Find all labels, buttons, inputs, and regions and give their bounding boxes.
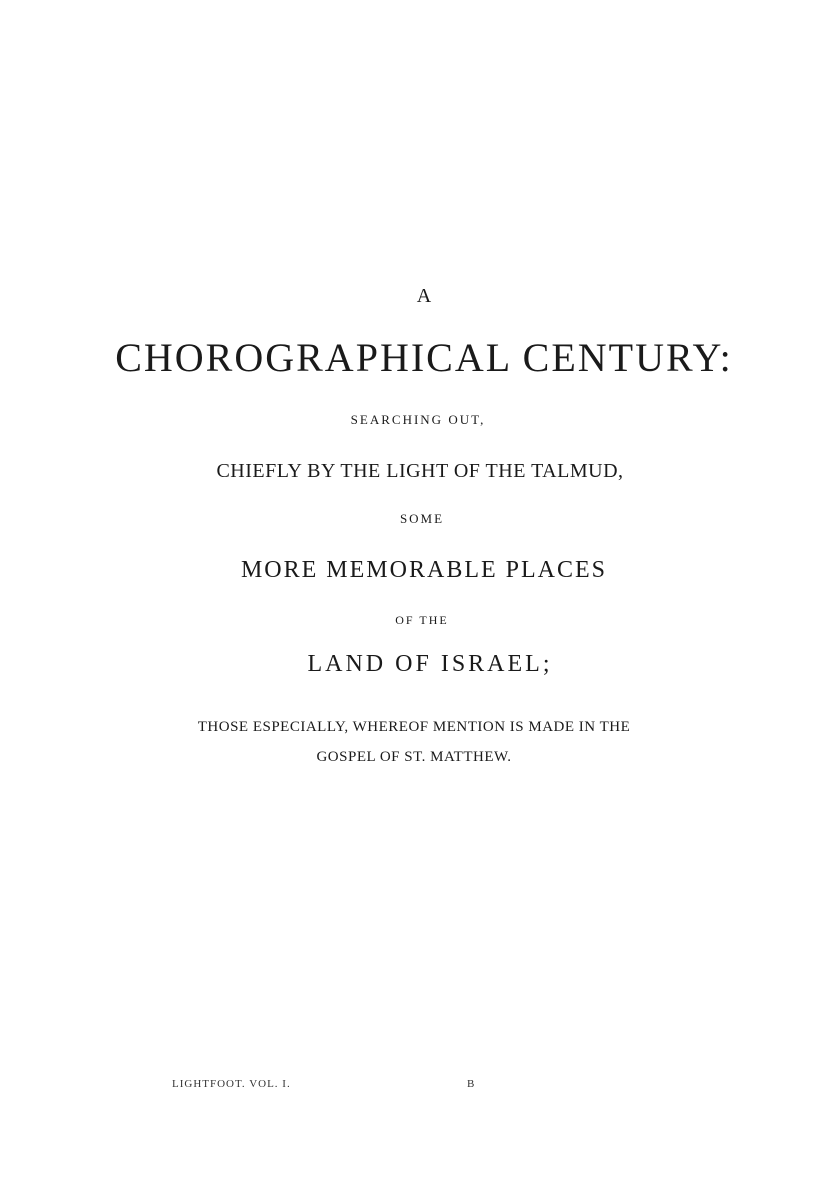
main-title: CHOROGRAPHICAL CENTURY: — [115, 335, 733, 380]
subtitle-land-of-israel: LAND OF ISRAEL; — [307, 651, 553, 677]
footer-running-title: LIGHTFOOT. VOL. I. — [172, 1078, 291, 1090]
subtitle-some: SOME — [399, 511, 445, 526]
subtitle-those-especially: THOSE ESPECIALLY, WHEREOF MENTION IS MADE IN THE — [197, 719, 631, 735]
subtitle-gospel: GOSPEL OF ST. MATTHEW. — [316, 749, 512, 765]
title-article: A — [416, 285, 432, 307]
subtitle-more-places: MORE MEMORABLE PLACES — [240, 557, 608, 583]
footer-signature-mark: B — [467, 1078, 475, 1090]
subtitle-chiefly: CHIEFLY BY THE LIGHT OF THE TALMUD, — [216, 460, 624, 482]
subtitle-searching: SEARCHING OUT, — [350, 412, 486, 427]
subtitle-of-the: OF THE — [395, 613, 449, 627]
